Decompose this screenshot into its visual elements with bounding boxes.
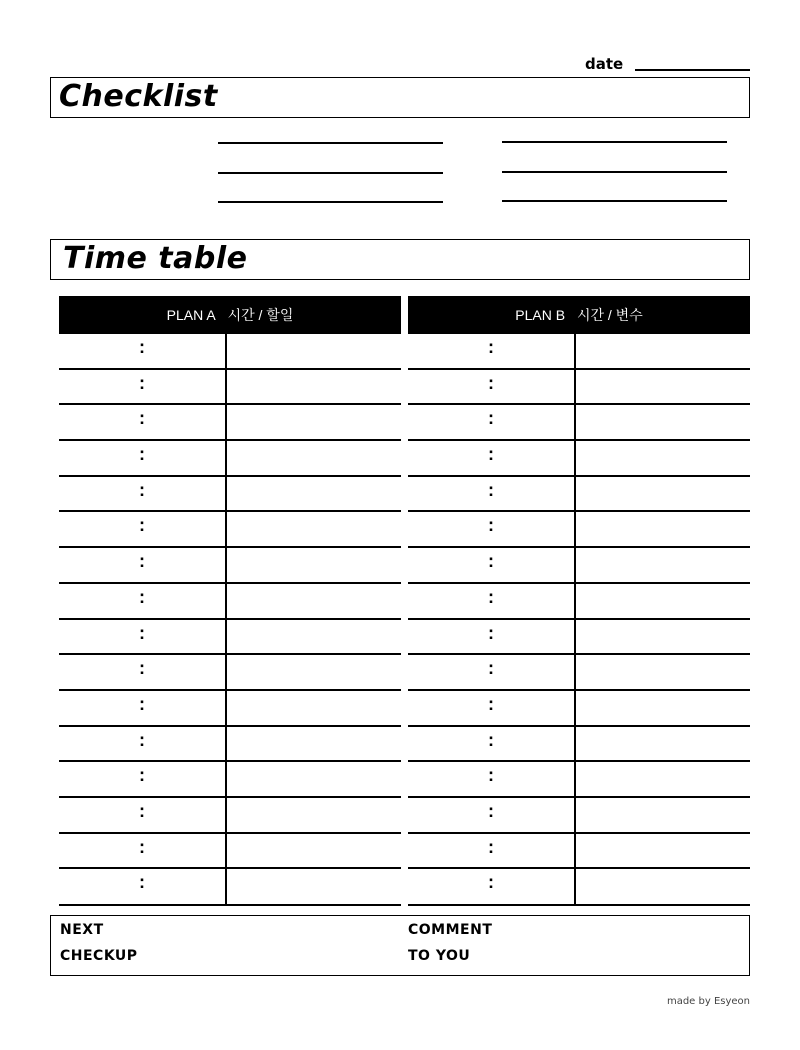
bottom-box	[50, 915, 750, 976]
plan-b-row[interactable]	[408, 548, 750, 584]
plan-a-row[interactable]	[59, 620, 401, 656]
plan-a-row[interactable]	[59, 441, 401, 477]
checklist-line[interactable]	[218, 142, 443, 144]
date-label: date	[585, 55, 624, 73]
time-colon: :	[488, 408, 494, 429]
time-colon: :	[488, 444, 494, 465]
checklist-line[interactable]	[502, 200, 727, 202]
plan-b-sub: 시간 / 변수	[576, 307, 643, 323]
plan-b-row[interactable]	[408, 834, 750, 870]
plan-a-row[interactable]	[59, 762, 401, 798]
time-colon: :	[488, 479, 494, 500]
time-colon: :	[139, 729, 145, 750]
plan-a-row[interactable]	[59, 869, 401, 906]
date-field[interactable]	[635, 69, 750, 71]
plan-b-row[interactable]	[408, 869, 750, 906]
next-label: NEXT	[60, 922, 104, 938]
time-colon: :	[139, 872, 145, 893]
plan-a-row[interactable]	[59, 798, 401, 834]
plan-a-row[interactable]	[59, 405, 401, 441]
time-colon: :	[139, 479, 145, 500]
plan-b-row[interactable]	[408, 405, 750, 441]
time-colon: :	[139, 515, 145, 536]
plan-b-row[interactable]	[408, 441, 750, 477]
checklist-title-box	[50, 77, 750, 118]
plan-a-row[interactable]	[59, 691, 401, 727]
time-colon: :	[488, 515, 494, 536]
time-colon: :	[488, 693, 494, 714]
time-colon: :	[139, 658, 145, 679]
time-colon: :	[139, 444, 145, 465]
time-colon: :	[139, 337, 145, 357]
timetable-title-box	[50, 239, 750, 280]
plan-a-table	[59, 334, 401, 906]
time-colon: :	[488, 729, 494, 750]
plan-a-row[interactable]	[59, 584, 401, 620]
time-colon: :	[139, 693, 145, 714]
credit-text: made by Esyeon	[666, 996, 750, 1007]
to-you-label: TO YOU	[408, 948, 471, 964]
plan-a-row[interactable]	[59, 727, 401, 763]
plan-a-row[interactable]	[59, 334, 401, 370]
plan-a-sub: 시간 / 할일	[227, 307, 294, 323]
plan-a-row[interactable]	[59, 477, 401, 513]
plan-a-name: PLAN A	[166, 307, 216, 323]
time-colon: :	[488, 586, 494, 607]
time-colon: :	[488, 836, 494, 857]
plan-a-row[interactable]	[59, 512, 401, 548]
plan-a-row[interactable]	[59, 548, 401, 584]
time-colon: :	[139, 836, 145, 857]
plan-b-row[interactable]	[408, 691, 750, 727]
plan-b-row[interactable]	[408, 334, 750, 370]
plan-b-name: PLAN B	[515, 307, 566, 323]
plan-b-row[interactable]	[408, 798, 750, 834]
checklist-line[interactable]	[502, 141, 727, 143]
timetable-title: Time table	[63, 241, 248, 276]
plan-a-divider	[225, 334, 227, 906]
time-colon: :	[488, 551, 494, 572]
plan-b-row[interactable]	[408, 584, 750, 620]
time-colon: :	[488, 372, 494, 393]
time-colon: :	[488, 658, 494, 679]
plan-a-row[interactable]	[59, 834, 401, 870]
time-colon: :	[488, 622, 494, 643]
plan-a-header	[59, 296, 401, 334]
time-colon: :	[488, 765, 494, 786]
time-colon: :	[139, 408, 145, 429]
checklist-line[interactable]	[218, 201, 443, 203]
plan-b-row[interactable]	[408, 512, 750, 548]
checklist-title: Checklist	[59, 79, 218, 114]
checklist-line[interactable]	[218, 172, 443, 174]
time-colon: :	[488, 800, 494, 821]
time-colon: :	[139, 551, 145, 572]
plan-b-row[interactable]	[408, 370, 750, 406]
checkup-label: CHECKUP	[60, 948, 138, 964]
plan-b-table	[408, 334, 750, 906]
plan-a-row[interactable]	[59, 370, 401, 406]
plan-b-row[interactable]	[408, 727, 750, 763]
time-colon: :	[139, 586, 145, 607]
plan-b-divider	[574, 334, 576, 906]
plan-b-row[interactable]	[408, 762, 750, 798]
time-colon: :	[488, 872, 494, 893]
comment-label: COMMENT	[408, 922, 493, 938]
time-colon: :	[139, 622, 145, 643]
plan-b-row[interactable]	[408, 477, 750, 513]
time-colon: :	[139, 372, 145, 393]
time-colon: :	[139, 800, 145, 821]
checklist-line[interactable]	[502, 171, 727, 173]
plan-b-row[interactable]	[408, 655, 750, 691]
time-colon: :	[488, 337, 494, 357]
time-colon: :	[139, 765, 145, 786]
plan-b-header	[408, 296, 750, 334]
plan-a-row[interactable]	[59, 655, 401, 691]
plan-b-row[interactable]	[408, 620, 750, 656]
